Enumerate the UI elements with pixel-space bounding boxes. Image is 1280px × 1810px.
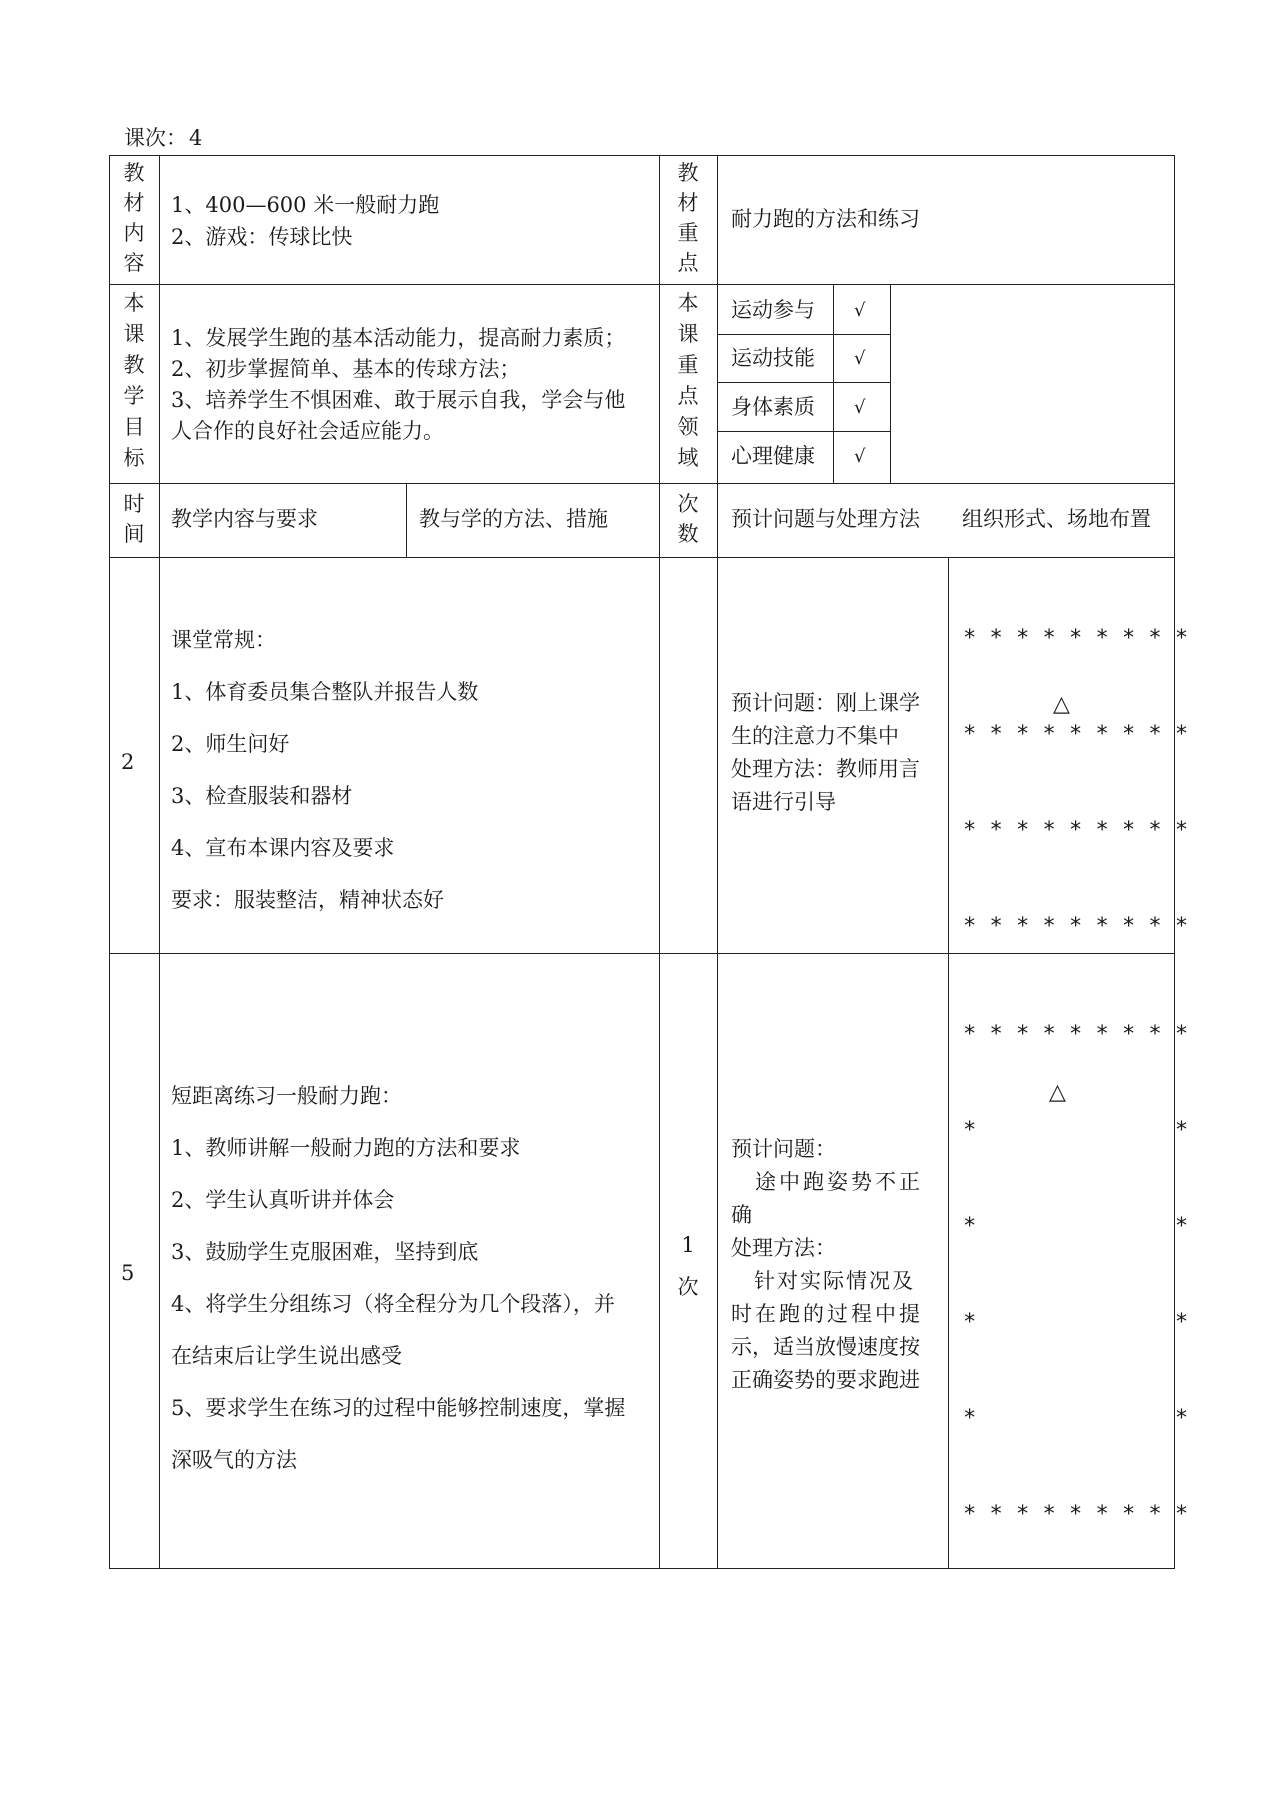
goal-item: 人合作的良好社会适应能力。 — [171, 419, 444, 443]
problem-line: 预计问题：刚上课学 — [731, 691, 920, 715]
content-line: 在结束后让学生说出感受 — [171, 1344, 402, 1368]
divider — [717, 382, 891, 383]
label-char: 数 — [677, 522, 699, 546]
material-item: 1、400—600 米一般耐力跑 — [171, 193, 440, 217]
divider — [948, 557, 949, 1569]
formation-row: * * * * * * * * * — [963, 818, 1189, 843]
header-count — [675, 489, 701, 549]
goal-item: 1、发展学生跑的基本活动能力，提高耐力素质； — [171, 326, 626, 350]
section2-time: 5 — [121, 1261, 135, 1285]
label-char: 重 — [677, 221, 699, 245]
formation-row: * * * * * * * * * — [963, 722, 1189, 747]
label-char: 教 — [677, 161, 699, 185]
content-line: 4、将学生分组练习（将全程分为几个段落），并 — [171, 1292, 615, 1316]
label-key-domains — [675, 288, 701, 474]
problem-line: 预计问题： — [731, 1137, 836, 1161]
content-line: 课堂常规： — [171, 628, 276, 652]
divider — [833, 285, 834, 483]
label-char: 课 — [123, 322, 145, 346]
section2-count — [675, 1224, 701, 1308]
content-line: 1、体育委员集合整队并报告人数 — [171, 680, 479, 704]
label-char: 点 — [677, 251, 699, 275]
divider — [717, 431, 891, 432]
goal-item: 2、初步掌握简单、基本的传球方法； — [171, 357, 521, 381]
header-problems: 预计问题与处理方法 — [731, 507, 920, 531]
problem-line: 确 — [731, 1203, 752, 1227]
formation-row: * * * * * * * * * — [963, 1022, 1189, 1047]
divider — [659, 155, 660, 1569]
label-char: 次 — [677, 492, 699, 516]
header-time — [121, 489, 147, 549]
domain-check: √ — [854, 446, 866, 467]
divider — [109, 284, 1175, 285]
section2-formation — [963, 955, 1188, 1595]
content-line: 5、要求学生在练习的过程中能够控制速度，掌握 — [171, 1396, 626, 1420]
formation-row: * * — [963, 1310, 1189, 1335]
label-char: 本 — [123, 291, 145, 315]
content-line: 1、教师讲解一般耐力跑的方法和要求 — [171, 1136, 521, 1160]
formation-row: * * * * * * * * * — [963, 914, 1189, 939]
domain-check: √ — [854, 348, 866, 369]
label-char: 课 — [677, 322, 699, 346]
domain-check: √ — [854, 397, 866, 418]
divider — [890, 285, 891, 483]
problem-line: 途中跑姿势不正 — [731, 1170, 923, 1194]
label-material-content — [121, 158, 147, 278]
formation-row: * * — [963, 1118, 1189, 1143]
lesson-goals-items — [171, 323, 625, 447]
divider — [109, 483, 1175, 484]
domain-name: 心理健康 — [731, 444, 815, 468]
label-char: 教 — [123, 353, 145, 377]
section1-formation — [963, 559, 1188, 1007]
formation-row: * * * * * * * * * — [963, 1502, 1189, 1527]
content-line: 3、鼓励学生克服困难，坚持到底 — [171, 1240, 479, 1264]
problem-line: 处理方法： — [731, 1236, 836, 1260]
domain-check: √ — [854, 300, 866, 321]
label-char: 教 — [123, 161, 145, 185]
lesson-plan-table — [109, 155, 1189, 1569]
formation-row: * * — [963, 1214, 1189, 1239]
problem-line: 时在跑的过程中提 — [731, 1302, 923, 1326]
formation-row: * * — [963, 1406, 1189, 1431]
problem-line: 正确姿势的要求跑进 — [731, 1368, 920, 1392]
label-char: 材 — [677, 191, 699, 215]
section2-content — [171, 1070, 625, 1486]
divider — [159, 155, 160, 1569]
content-line: 4、宣布本课内容及要求 — [171, 836, 395, 860]
content-line: 3、检查服装和器材 — [171, 784, 353, 808]
label-char: 重 — [677, 353, 699, 377]
section1-problems — [731, 687, 920, 819]
content-line: 短距离练习一般耐力跑： — [171, 1084, 402, 1108]
divider — [717, 155, 718, 1569]
formation-row: * * * * * * * * * — [963, 626, 1189, 651]
label-char: 领 — [677, 415, 699, 439]
lesson-number: 4 — [189, 126, 203, 150]
domain-name: 身体素质 — [731, 395, 815, 419]
count-unit: 次 — [677, 1275, 699, 1299]
teacher-triangle-icon: △ — [1053, 692, 1070, 717]
label-char: 时 — [123, 492, 145, 516]
divider — [406, 484, 407, 557]
label-char: 标 — [123, 446, 145, 470]
problem-line: 示，适当放慢速度按 — [731, 1335, 920, 1359]
problem-line: 生的注意力不集中 — [731, 724, 899, 748]
label-char: 间 — [123, 522, 145, 546]
divider — [109, 557, 1175, 558]
content-line: 2、师生问好 — [171, 732, 290, 756]
label-char: 容 — [123, 251, 145, 275]
count-value: 1 — [681, 1233, 695, 1257]
section2-problems — [731, 1133, 923, 1397]
header-content: 教学内容与要求 — [171, 507, 318, 531]
section1-time: 2 — [121, 750, 135, 774]
header-method: 教与学的方法、措施 — [419, 507, 608, 531]
header-layout: 组织形式、场地布置 — [962, 507, 1151, 531]
label-lesson-goals — [121, 288, 147, 474]
label-char: 目 — [123, 415, 145, 439]
lesson-label: 课次： — [124, 126, 187, 150]
domain-name: 运动参与 — [731, 298, 815, 322]
label-char: 点 — [677, 384, 699, 408]
label-char: 学 — [123, 384, 145, 408]
label-char: 内 — [123, 221, 145, 245]
content-line: 深吸气的方法 — [171, 1448, 297, 1472]
label-material-key — [675, 158, 701, 278]
goal-item: 3、培养学生不惧困难、敢于展示自我，学会与他 — [171, 388, 626, 412]
label-char: 域 — [677, 446, 699, 470]
problem-line: 处理方法：教师用言 — [731, 757, 920, 781]
content-line: 要求：服装整洁，精神状态好 — [171, 888, 444, 912]
problem-line: 针对实际情况及 — [731, 1269, 915, 1293]
label-char: 材 — [123, 191, 145, 215]
key-point-text: 耐力跑的方法和练习 — [731, 207, 920, 231]
divider — [717, 334, 891, 335]
lesson-number-label — [122, 124, 202, 152]
section1-content — [171, 614, 478, 926]
content-line: 2、学生认真听讲并体会 — [171, 1188, 395, 1212]
problem-line: 语进行引导 — [731, 790, 836, 814]
material-content-items — [171, 189, 439, 253]
domain-name: 运动技能 — [731, 346, 815, 370]
teacher-triangle-icon: △ — [1049, 1080, 1066, 1105]
label-char: 本 — [677, 291, 699, 315]
material-item: 2、游戏：传球比快 — [171, 225, 353, 249]
